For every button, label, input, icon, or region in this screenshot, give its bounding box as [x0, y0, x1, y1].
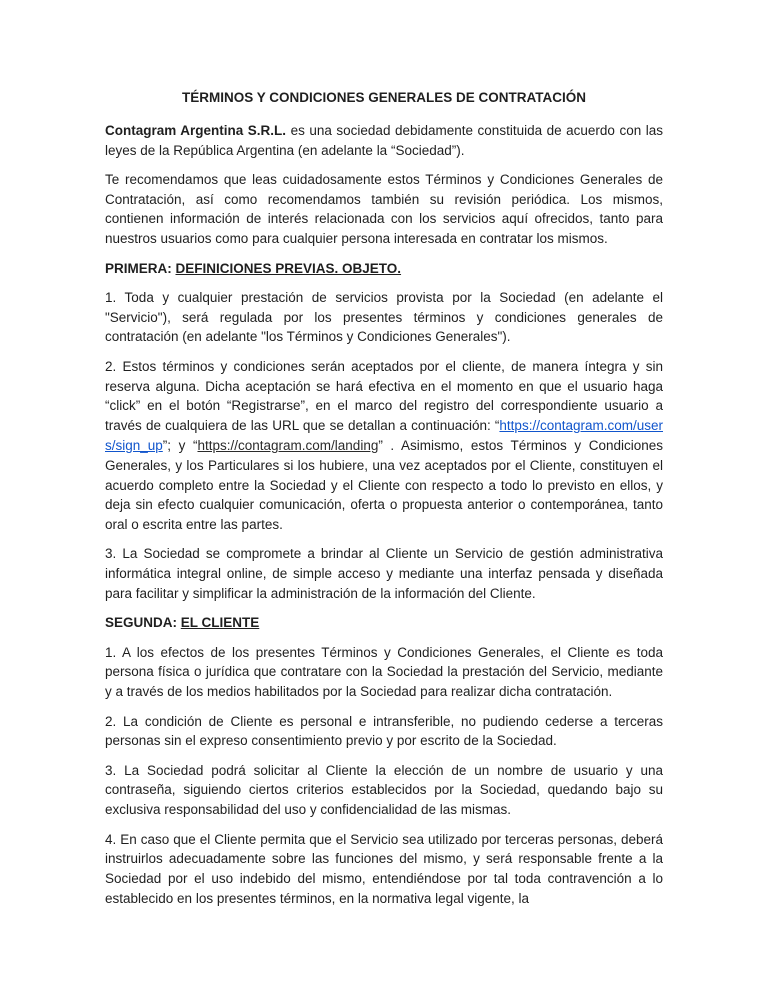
- intro-paragraph-company-text: es una sociedad debidamente constituida de acuerdo con las leyes de la República Argentina (en adelante la “Sociedad”).: [105, 122, 663, 158]
- section-primera-title: DEFINICIONES PREVIAS. OBJETO.: [175, 260, 402, 276]
- landing-url-link[interactable]: https://contagram.com/landing: [197, 437, 379, 453]
- section-heading-primera: [105, 259, 663, 279]
- section-primera-label: PRIMERA:: [105, 260, 176, 276]
- clause-segunda-4: 4. En caso que el Cliente permita que el Servicio sea utilizado por terceras personas, deberá instruirlos adecuadamente sobre las funciones del mismo, y será responsable frente a la Sociedad por el uso indebido del mismo, entendiéndose por tal toda contravención a lo establecido en los presentes términos, en la normativa legal vigente, la: [105, 831, 663, 906]
- clause-primera-2-text-before: 2. Estos términos y condiciones serán aceptados por el cliente, de manera íntegra y sin reserva alguna. Dicha aceptación se hará efectiva en el momento en que el usuario haga “click” en el botón “Registrarse”, en el marco del registro del correspondiente usuario a través de cualquiera de las URL que se detallan a continuación: “: [105, 358, 663, 434]
- section-segunda-label: SEGUNDA:: [105, 615, 181, 631]
- section-segunda-title: EL CLIENTE: [180, 615, 260, 631]
- intro-paragraph-company: [105, 121, 663, 161]
- clause-primera-2: [105, 357, 663, 535]
- document-title: TÉRMINOS Y CONDICIONES GENERALES DE CONTRATACIÓN: [181, 90, 587, 105]
- clause-primera-2-text-after: ” . Asimismo, estos Términos y Condiciones Generales, y los Particulares si los hubiere, una vez aceptados por el Cliente, constituyen el acuerdo completo entre la Sociedad y el Cliente con respecto a todo lo previsto en ellos, y deja sin efecto cualquier comunicación, oferta o propuesta anterior o contemporánea, tanto oral o escrita entre las partes.: [105, 437, 663, 533]
- signup-url-link[interactable]: https://contagram.com/users/sign_up: [105, 418, 663, 453]
- clause-segunda-1: 1. A los efectos de los presentes Términos y Condiciones Generales, el Cliente es toda persona física o jurídica que contratare con la Sociedad la prestación del Servicio, mediante y a través de los medios habilitados por la Sociedad para realizar dicha contratación.: [105, 644, 663, 700]
- company-name: Contagram Argentina S.R.L.: [105, 122, 287, 138]
- clause-primera-3: 3. La Sociedad se compromete a brindar al Cliente un Servicio de gestión administrativa informática integral online, de simple acceso y mediante una interfaz pensada y diseñada para facilitar y simplificar la administración de la información del Cliente.: [105, 546, 663, 602]
- clause-segunda-3: 3. La Sociedad podrá solicitar al Cliente la elección de un nombre de usuario y una contraseña, siguiendo ciertos criterios establecidos por la Sociedad, quedando bajo su exclusiva responsabilidad del uso y confidencialidad de las mismas.: [105, 762, 663, 818]
- intro-paragraph-recommendation: Te recomendamos que leas cuidadosamente estos Términos y Condiciones Generales de Contratación, así como recomendamos también su revisión periódica. Los mismos, contienen información de interés relacionada con los servicios aquí ofrecidos, tanto para nuestros usuarios como para cualquier persona interesada en contratar los mismos.: [105, 171, 663, 247]
- clause-primera-2-text-mid: ”; y “: [162, 437, 198, 453]
- clause-segunda-2: 2. La condición de Cliente es personal e intransferible, no pudiendo cederse a terceras personas sin el expreso consentimiento previo y por escrito de la Sociedad.: [105, 713, 663, 749]
- section-heading-segunda: [105, 613, 663, 633]
- clause-primera-1: 1. Toda y cualquier prestación de servicios provista por la Sociedad (en adelante el "Servicio"), será regulada por los presentes términos y condiciones generales de contratación (en adelante "los Términos y Condiciones Generales").: [105, 289, 663, 345]
